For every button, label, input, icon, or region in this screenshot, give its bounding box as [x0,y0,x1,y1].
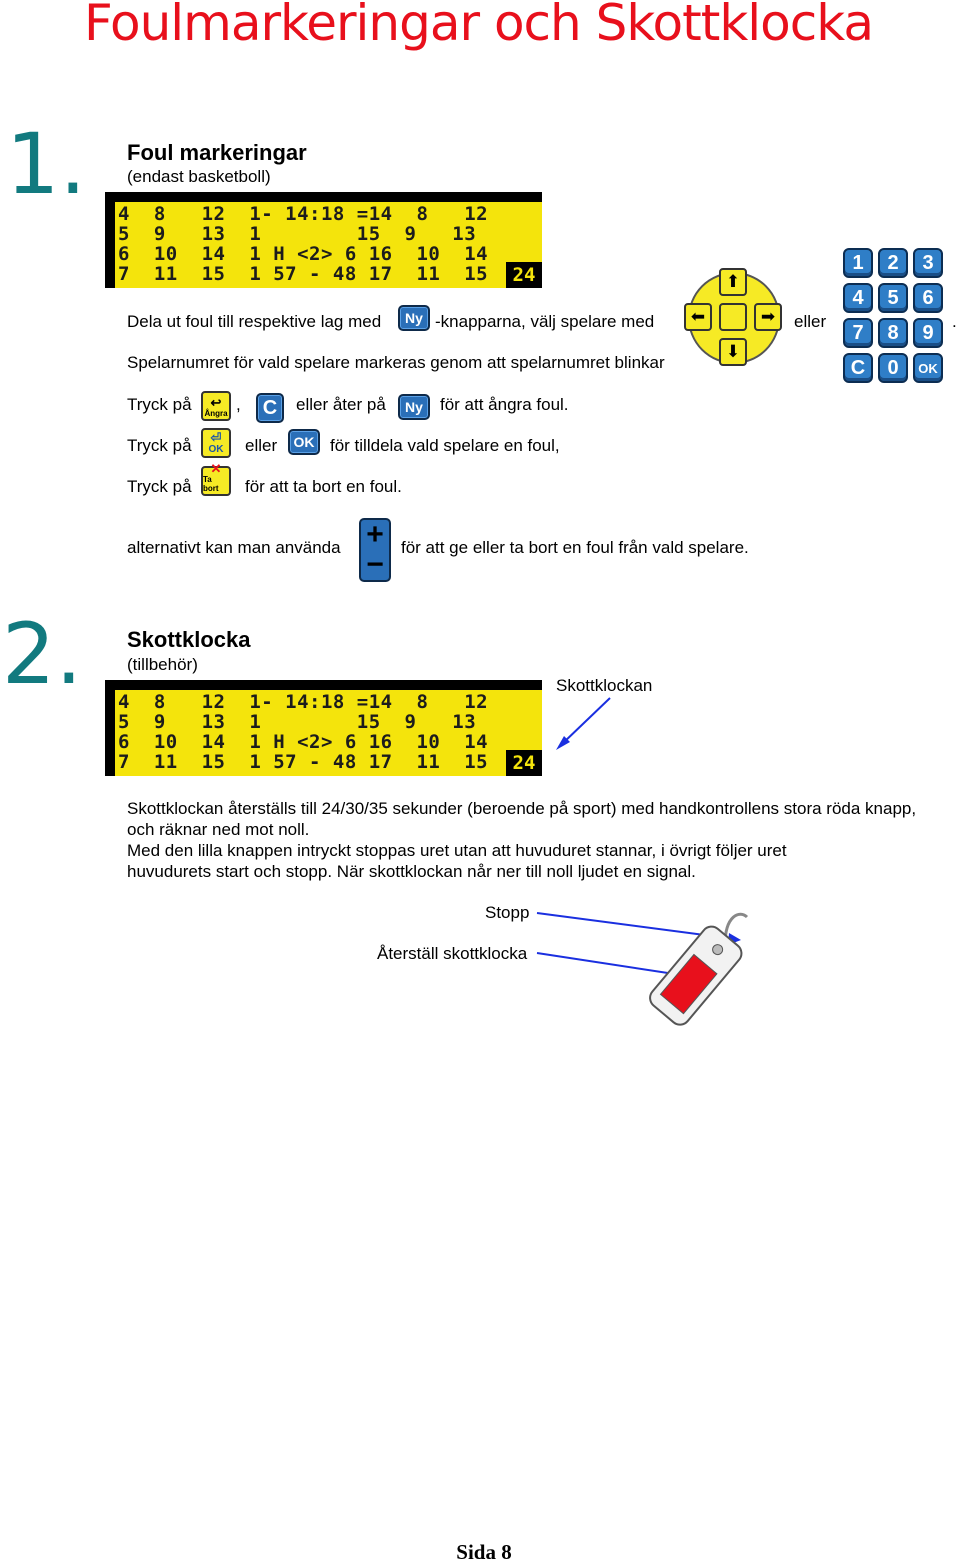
ok-enter-key-icon [201,428,231,458]
section-subtitle-foul: (endast basketboll) [127,167,271,186]
arrow-down-icon: ⬇ [719,338,747,366]
section-number-2: 2. [2,605,83,703]
shot-clock-value: 24 [506,262,542,288]
page-footer: Sida 8 [456,1540,512,1564]
section-title-skottklocka: Skottklocka [127,627,251,652]
ta-bort-key-label: Ta bort [203,475,219,493]
ta-bort-key-icon [201,461,231,496]
text-for-att-angra: för att ångra foul. [440,395,569,414]
text-for-tilldela: för tilldela vald spelare en foul, [330,436,560,455]
text-knapparna: -knapparna, välj spelare med [435,312,655,331]
c-key-icon: C [256,393,284,423]
text-eller-ater-pa: eller åter på [296,395,386,414]
shot-clock-value: 24 [506,750,542,776]
undo-arrow-icon: ↩ [210,395,222,410]
label-stopp: Stopp [485,903,530,922]
lcd-row: 6 10 14 1 H <2> 6 16 10 14 [118,731,489,753]
text-eller: eller [245,436,278,455]
ny-key-icon: Ny [398,394,430,420]
lcd-row: 7 11 15 1 57 - 48 17 11 15 [118,751,489,773]
text-eller: eller [794,312,827,331]
lcd-row: 4 8 12 1- 14:18 =14 8 12 [118,203,489,225]
lcd-row: 5 9 13 1 15 9 13 [118,223,477,245]
lcd-row: 5 9 13 1 15 9 13 [118,711,477,733]
callout-arrow-icon [540,690,630,760]
numpad-key: OK [913,353,943,383]
numpad-icon [843,248,945,384]
hand-remote-illustration [535,905,760,1030]
arrow-left-icon: ⬅ [684,303,712,331]
numpad-key: 0 [878,353,908,383]
section-number-1: 1. [6,115,87,213]
paragraph-line: Med den lilla knappen intryckt stoppas uret utan att huvuduret stannar, i övrigt följer uret [127,841,787,860]
scoreboard-display [105,680,542,776]
ok-key-icon: OK [288,429,320,455]
lcd-row: 4 8 12 1- 14:18 =14 8 12 [118,691,489,713]
scoreboard-display [105,192,542,288]
numpad-key: 9 [913,318,943,348]
label-aterstall: Återställ skottklocka [377,944,528,963]
dpad-icon [682,266,786,370]
text-spelarnummer: Spelarnumret för vald spelare markeras genom att spelarnumret blinkar [127,353,665,372]
plus-minus-key-icon [359,518,391,582]
cross-icon: ✕ [210,461,222,476]
paragraph-line: och räknar ned mot noll. [127,820,310,839]
text-tryck-pa: Tryck på [127,477,192,496]
enter-arrow-icon: ⏎ [210,430,222,445]
numpad-key: 8 [878,318,908,348]
lcd-row: 7 11 15 1 57 - 48 17 11 15 [118,263,489,285]
text-skottklockan-callout: Skottklockan [556,676,653,695]
numpad-key: 7 [843,318,873,348]
numpad-key: 6 [913,283,943,313]
text-tryck-pa: Tryck på [127,395,192,414]
minus-icon: − [366,548,384,581]
section-title-foul: Foul markeringar [127,140,307,165]
arrow-right-icon: ➡ [754,303,782,331]
numpad-key: 3 [913,248,943,278]
angra-key-icon [201,391,231,421]
page-title: Foulmarkeringar och Skottklocka [84,0,873,52]
text-for-ta-bort: för att ta bort en foul. [245,477,402,496]
numpad-key: C [843,353,873,383]
plus-icon: + [366,518,384,551]
text-dela-ut: Dela ut foul till respektive lag med [127,312,382,331]
text-comma: , [236,395,241,414]
lcd-row: 6 10 14 1 H <2> 6 16 10 14 [118,243,489,265]
angra-key-label: Ångra [204,409,228,418]
paragraph-line: Skottklockan återställs till 24/30/35 sekunder (beroende på sport) med handkontrollens stora röda knapp, [127,799,917,818]
arrow-up-icon: ⬆ [719,268,747,296]
text-alternativt: alternativt kan man använda [127,538,341,557]
text-tryck-pa: Tryck på [127,436,192,455]
section-subtitle-skottklocka: (tillbehör) [127,655,198,674]
numpad-key: 5 [878,283,908,313]
dpad-center-icon [719,303,747,331]
ny-key-icon: Ny [398,305,430,331]
paragraph-line: huvudurets start och stopp. När skottklockan når ner till noll ljudet en signal. [127,862,696,881]
numpad-key: 2 [878,248,908,278]
ok-key-label: OK [208,444,224,455]
text-period: . [952,312,957,331]
numpad-key: 1 [843,248,873,278]
numpad-key: 4 [843,283,873,313]
text-for-ge-ta-bort: för att ge eller ta bort en foul från vald spelare. [401,538,749,557]
